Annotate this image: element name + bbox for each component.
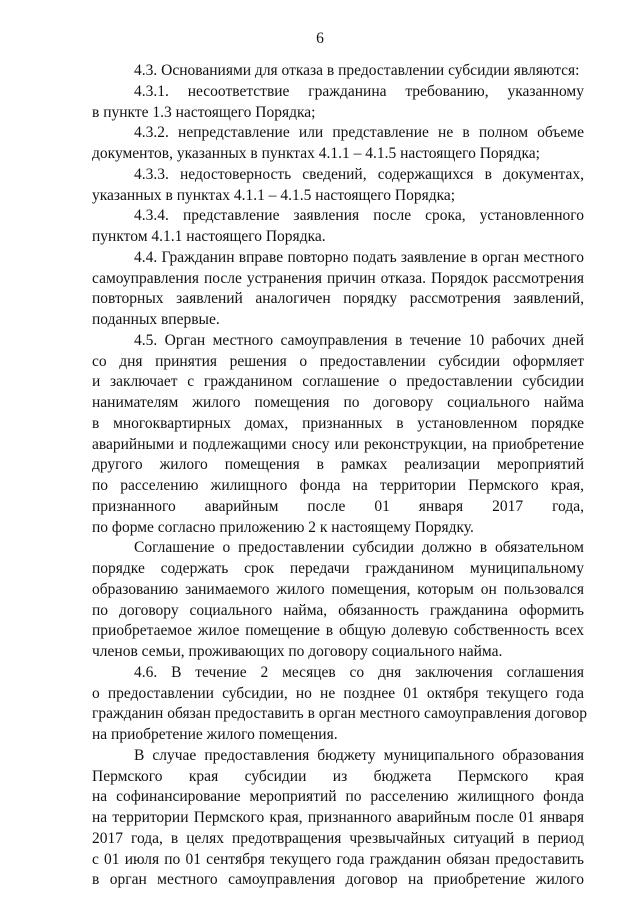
text-line: в многоквартирных домах, признанных в установленном порядке	[92, 414, 584, 432]
text-line: Пермского края субсидии из бюджета Пермского края	[92, 767, 584, 785]
text-line: документов, указанных в пунктах 4.1.1 – 4.1.5 настоящего Порядка;	[92, 145, 540, 162]
text-line: приобретаемое жилое помещение в общую долевую собственность всех	[92, 622, 584, 640]
text-line: на софинансирование мероприятий по расселению жилищного фонда	[92, 788, 584, 806]
page-number: 6	[316, 30, 324, 47]
text-line: гражданин обязан предоставить в орган местного самоуправления договор	[92, 705, 588, 723]
text-line: 4.3.1. несоответствие гражданина требованию, указанному	[134, 82, 584, 100]
text-line: Соглашение о предоставлении субсидии должно в обязательном	[134, 539, 584, 557]
text-line: 4.6. В течение 2 месяцев со дня заключения соглашения	[134, 663, 584, 681]
text-line: по договору социального найма, обязанность гражданина оформить	[92, 601, 584, 619]
text-line: с 01 июля по 01 сентября текущего года гражданин обязан предоставить	[92, 850, 584, 868]
text-line: со дня принятия решения о предоставлении субсидии оформляет	[92, 352, 584, 370]
text-line: В случае предоставления бюджету муниципального образования	[134, 746, 584, 764]
text-line: пунктом 4.1.1 настоящего Порядка.	[92, 228, 326, 245]
text-line: другого жилого помещения в рамках реализации мероприятий	[92, 456, 584, 474]
text-line: на территории Пермского края, признанного аварийным после 01 января	[92, 809, 584, 826]
text-line: членов семьи, проживающих по договору социального найма.	[92, 643, 503, 660]
text-line: в пункте 1.3 настоящего Порядка;	[92, 103, 316, 121]
text-line: и заключает с гражданином соглашение о предоставлении субсидии	[92, 373, 584, 391]
text-line: 4.3.4. представление заявления после срока, установленного	[134, 207, 584, 225]
text-line: о предоставлении субсидии, но не позднее 01 октября текущего года	[92, 684, 584, 702]
text-line: по расселению жилищного фонда на территории Пермского края,	[92, 477, 584, 494]
text-line: на приобретение жилого помещения.	[92, 726, 338, 743]
text-line: поданных впервые.	[92, 311, 220, 328]
text-line: по форме согласно приложению 2 к настоящему Порядку.	[92, 518, 474, 536]
text-line: 4.3.2. непредставление или представление не в полном объеме	[134, 124, 584, 142]
text-line: аварийными и подлежащими сносу или реконструкции, на приобретение	[92, 435, 584, 453]
text-line: нанимателям жилого помещения по договору социального найма	[92, 394, 584, 411]
text-line: самоуправления после устранения причин отказа. Порядок рассмотрения	[92, 269, 584, 287]
text-line: указанных в пунктах 4.1.1 – 4.1.5 настоящего Порядка;	[92, 186, 456, 204]
text-line: признанного аварийным после 01 января 2017 года,	[92, 497, 584, 515]
text-line: образованию занимаемого жилого помещения, которым он пользовался	[92, 580, 584, 598]
text-line: 4.3. Основаниями для отказа в предоставлении субсидии являются:	[134, 62, 580, 79]
text-line: 4.4. Гражданин вправе повторно подать заявление в орган местного	[134, 248, 584, 266]
text-line: 2017 года, в целях предотвращения чрезвычайных ситуаций в период	[92, 829, 584, 847]
text-line: в орган местного самоуправления договор на приобретение жилого	[92, 871, 584, 889]
text-line: 4.3.3. недостоверность сведений, содержащихся в документах,	[134, 165, 584, 183]
text-line: порядке содержать срок передачи гражданином муниципальному	[92, 560, 584, 577]
text-line: повторных заявлений аналогичен порядку рассмотрения заявлений,	[92, 290, 584, 308]
text-line: 4.5. Орган местного самоуправления в течение 10 рабочих дней	[134, 331, 584, 349]
